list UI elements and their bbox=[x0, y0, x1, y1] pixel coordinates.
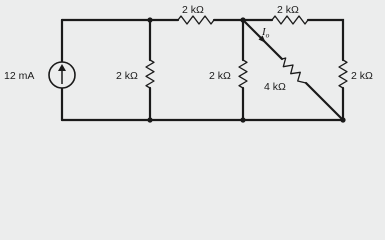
r-left-shunt-label: 2 kΩ bbox=[116, 70, 138, 82]
junction-dots bbox=[147, 17, 345, 122]
junction-node bbox=[240, 17, 245, 22]
junction-node bbox=[147, 17, 152, 22]
resistor-top-left bbox=[178, 16, 214, 24]
r-diagonal-label: 4 kΩ bbox=[264, 81, 286, 93]
resistor-left-shunt bbox=[146, 60, 154, 88]
r-right-vertical-label: 2 kΩ bbox=[351, 70, 373, 82]
r-top-left-label: 2 kΩ bbox=[182, 4, 204, 16]
resistor-top-right bbox=[272, 16, 308, 24]
junction-node bbox=[147, 117, 152, 122]
current-source bbox=[49, 62, 75, 88]
r-top-right-label: 2 kΩ bbox=[277, 4, 299, 16]
junction-node bbox=[240, 117, 245, 122]
source-label: 12 mA bbox=[4, 70, 35, 82]
resistor-diagonal bbox=[282, 58, 306, 83]
wires bbox=[62, 20, 343, 120]
junction-node bbox=[340, 117, 345, 122]
wire-bottom bbox=[62, 88, 343, 120]
resistor-middle-vertical bbox=[239, 60, 247, 88]
resistor-right-vertical bbox=[339, 60, 347, 88]
r-middle-vertical-label: 2 kΩ bbox=[209, 70, 231, 82]
wire-diagonal-lower bbox=[306, 83, 343, 120]
current-label: $I_o$ bbox=[262, 26, 270, 40]
wire-top-right bbox=[308, 20, 343, 60]
